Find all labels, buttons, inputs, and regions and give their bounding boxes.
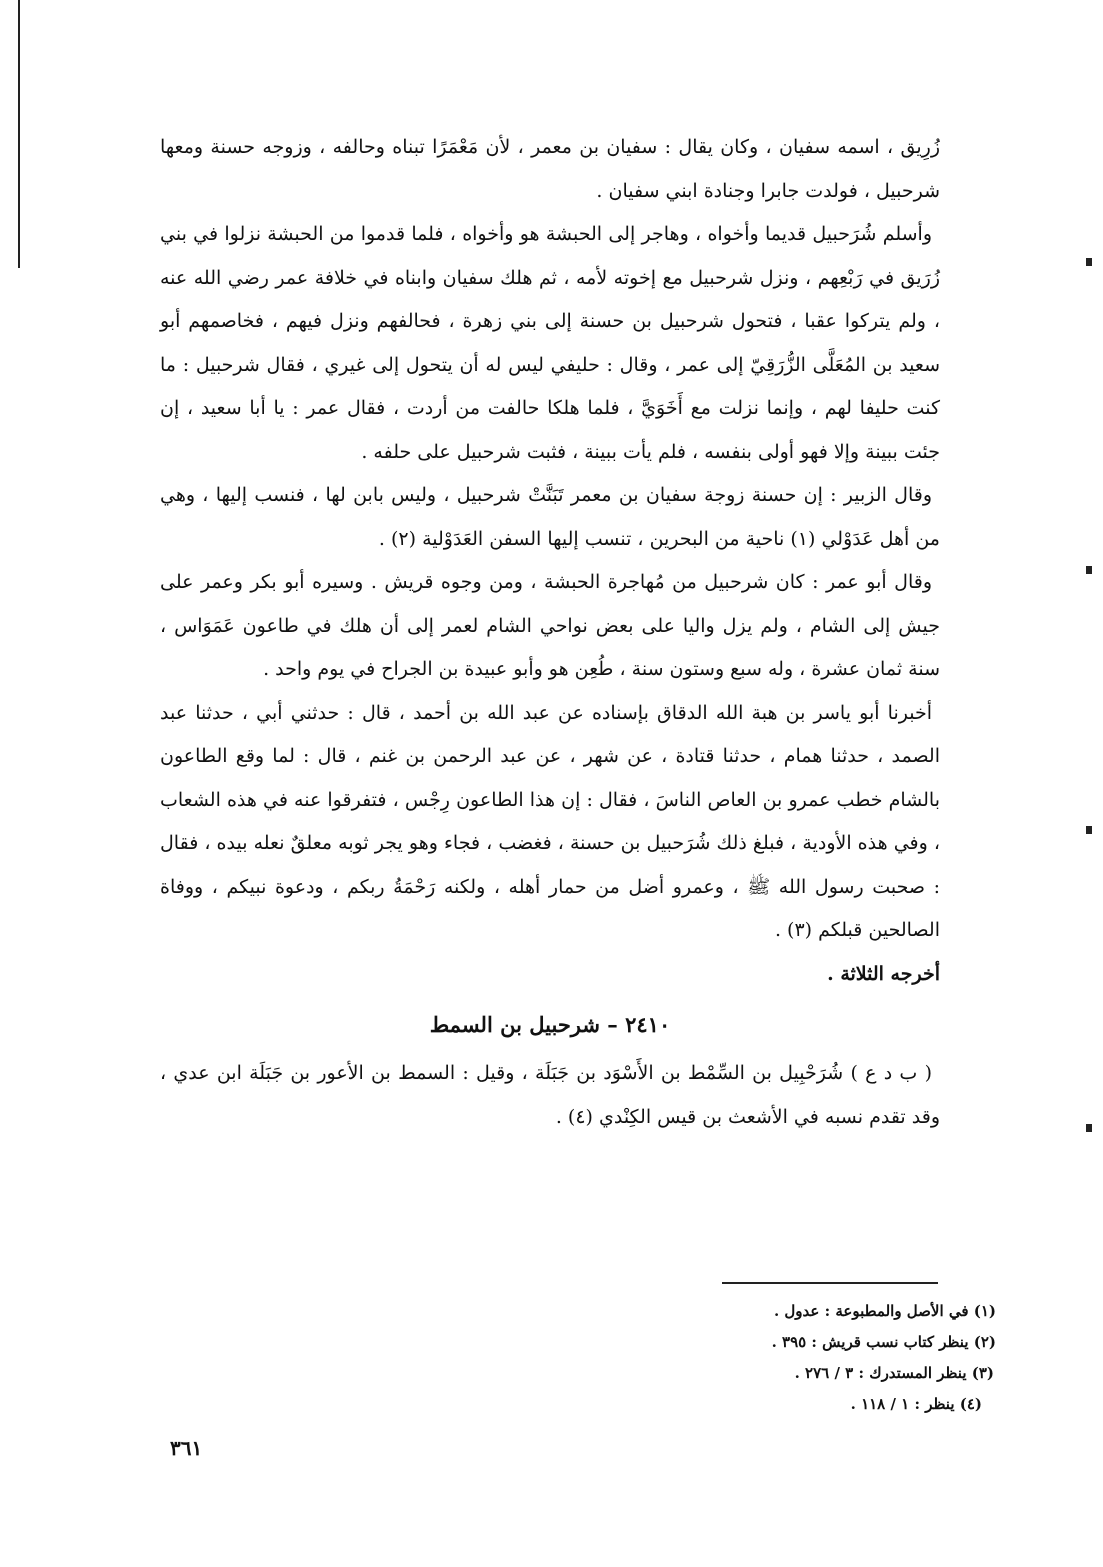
margin-mark (1086, 258, 1092, 266)
footnote: (٣) ينظر المستدرك : ٣ / ٢٧٦ . (794, 1364, 994, 1382)
footnotes (600, 1296, 996, 1420)
page-body (160, 126, 940, 1139)
margin-mark (1086, 566, 1092, 574)
paragraph: وقال الزبير : إن حسنة زوجة سفيان بن معمر تَبَنَّتْ شرحبيل ، وليس بابن لها ، فنسب إليها ، وهي من أهل عَدَوْلي (١) ناحية من البحرين ، تنسب إليها السفن العَدَوْلية (٢) . (160, 484, 940, 550)
margin-mark (1086, 826, 1092, 834)
entry-paragraph: ( ب د ع ) شُرَحْبِيل بن السِّمْط بن الأَسْوَد بن جَبَلَة ، وقيل : السمط بن الأعور بن جَبَلَة ابن عدي ، وقد تقدم نسبه في الأشعث بن قيس الكِنْدي (٤) . (160, 1062, 940, 1128)
paragraph: أخرجه الثلاثة . (827, 962, 940, 985)
paragraph: أخبرنا أبو ياسر بن هبة الله الدقاق بإسناده عن عبد الله بن أحمد ، قال : حدثني أبي ، حدثنا عبد الصمد ، حدثنا همام ، حدثنا قتادة ، عن شهر ، عن عبد الرحمن بن غنم ، قال : لما وقع الطاعون بالشام خطب عمرو بن العاص الناسَ ، فقال : إن هذا الطاعون رِجْس ، فتفرقوا عنه في هذه الشعاب ، وفي هذه الأودية ، فبلغ ذلك شُرَحبيل بن حسنة ، فغضب ، فجاء وهو يجر ثوبه معلقٌ نعله بيده ، فقال : صحبت رسول الله ﷺ ، وعمرو أضل من حمار أهله ، ولكنه رَحْمَةُ ربكم ، ودعوة نبيكم ، ووفاة الصالحين قبلكم (٣) . (160, 701, 940, 941)
footnote: (٤) ينظر : ١ / ١١٨ . (850, 1395, 982, 1413)
footnote-divider (722, 1282, 938, 1284)
paragraph: وأسلم شُرَحبيل قديما وأخواه ، وهاجر إلى الحبشة هو وأخواه ، فلما قدموا من الحبشة نزلوا في بني زُرَيق في رَبْعِهم ، ونزل شرحبيل مع إخوته لأمه ، ثم هلك سفيان وابناه في خلافة عمر رضي الله عنه ، ولم يتركوا عقبا ، فتحول شرحبيل بن حسنة إلى بني زهرة ، فحالفهم ونزل فيهم ، فخاصمهم أبو سعيد بن المُعَلَّى الزُّرَقِيّ إلى عمر ، وقال : حليفي ليس له أن يتحول إلى غيري ، فقال شرحبيل : ما كنت حليفا لهم ، وإنما نزلت مع أَخَوَيَّ ، فلما هلكا حالفت من أردت ، فقال عمر : يا أبا سعيد ، إن جئت ببينة وإلا فهو أولى بنفسه ، فلم يأت ببينة ، فثبت شرحبيل على حلفه . (160, 223, 940, 463)
footnote: (١) في الأصل والمطبوعة : عدول . (773, 1302, 996, 1320)
paragraph: وقال أبو عمر : كان شرحبيل من مُهاجرة الحبشة ، ومن وجوه قريش . وسيره أبو بكر وعمر على جيش إلى الشام ، ولم يزل واليا على بعض نواحي الشام لعمر إلى أن هلك في طاعون عَمَوَاس ، سنة ثمان عشرة ، وله سبع وستون سنة ، طُعِن هو وأبو عبيدة بن الجراح في يوم واحد . (160, 571, 940, 680)
margin-mark (1086, 1124, 1092, 1132)
footnote: (٢) ينظر كتاب نسب قريش : ٣٩٥ . (771, 1333, 996, 1351)
binding-edge-line (18, 0, 20, 268)
page-number: ٣٦١ (170, 1436, 203, 1460)
paragraph: زُرِيق ، اسمه سفيان ، وكان يقال : سفيان بن معمر ، لأن مَعْمَرًا تبناه وحالفه ، وزوجه حسنة ومعها شرحبيل ، فولدت جابرا وجنادة ابني سفيان . (160, 136, 940, 202)
entry-heading: ٢٤١٠ – شرحبيل بن السمط (429, 1012, 671, 1037)
